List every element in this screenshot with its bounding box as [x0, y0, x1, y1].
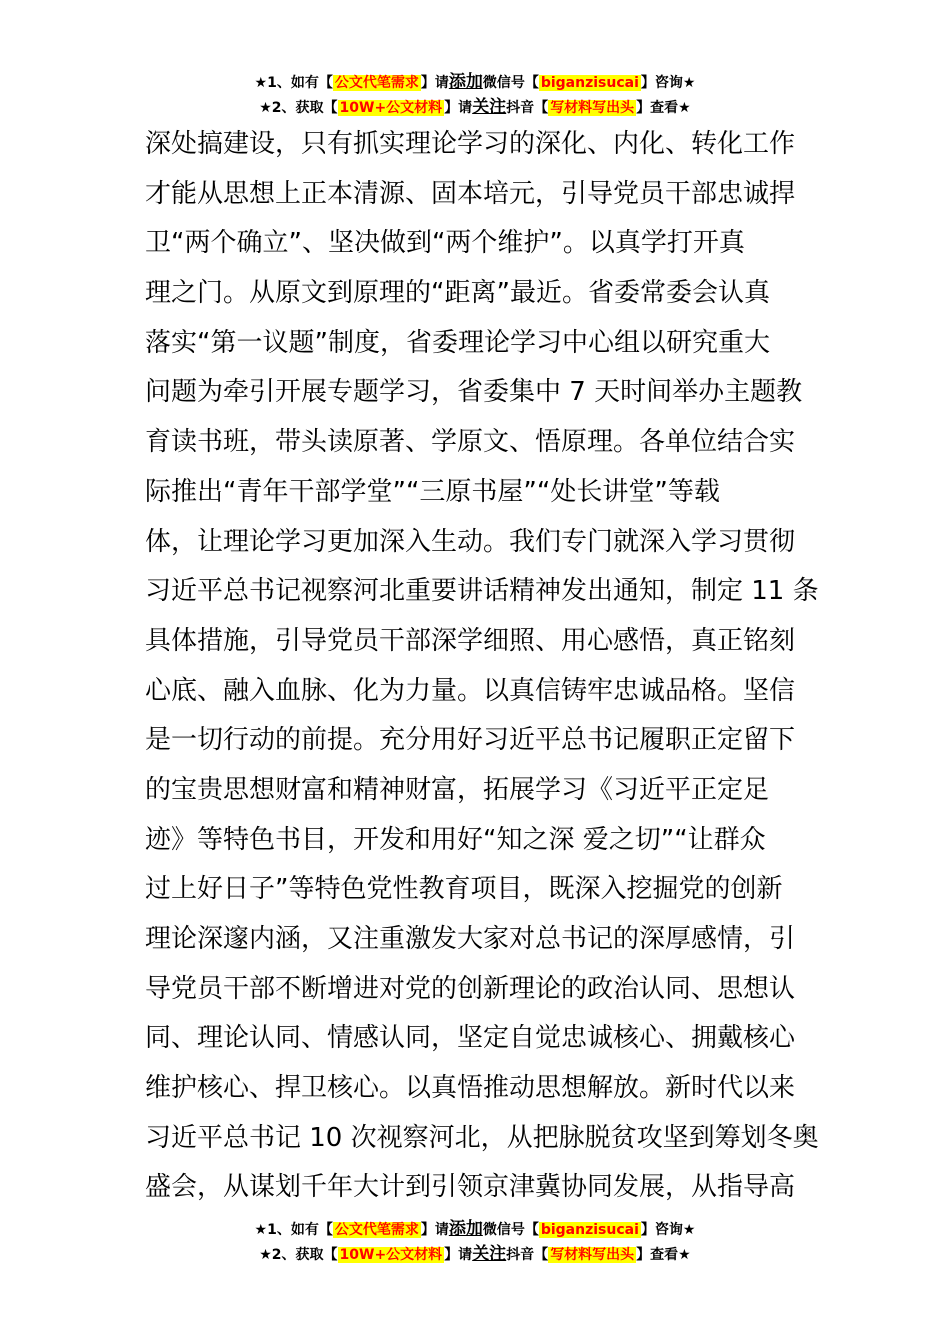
body-paragraph [145, 120, 819, 1213]
highlight-douyin-account: 写材料写出头 [550, 1247, 635, 1263]
highlight-materials: 10W+公文材料 [339, 1247, 443, 1263]
banner-line-1 [0, 1217, 950, 1242]
text-line: 体，让理论学习更加深入生动。我们专门就深入学习贯彻 [145, 526, 796, 557]
banner-text: 抖音【 [506, 100, 549, 116]
highlight-wechat-id: biganzisucai [540, 1222, 639, 1238]
text-line: 导党员干部不断增进对党的创新理论的政治认同、思想认 [145, 973, 796, 1004]
footer-banner [0, 1217, 950, 1267]
text-line: 具体措施，引导党员干部深学细照、用心感悟，真正铭刻 [145, 625, 796, 656]
banner-text: ★2、获取【 [259, 1247, 338, 1263]
highlight-service: 公文代笔需求 [334, 1222, 419, 1238]
banner-text: 抖音【 [506, 1247, 549, 1263]
banner-text: ★2、获取【 [259, 100, 338, 116]
text-line: 同、理论认同、情感认同，坚定自觉忠诚核心、拥戴核心 [145, 1023, 796, 1054]
highlight-douyin-account: 写材料写出头 [550, 100, 635, 116]
banner-text: ★1、如有【 [254, 75, 333, 91]
highlight-materials: 10W+公文材料 [339, 100, 443, 116]
text-line: 维护核心、捍卫核心。以真悟推动思想解放。新时代以来 [145, 1073, 796, 1104]
header-banner [0, 70, 950, 120]
text-line: 的宝贵思想财富和精神财富，拓展学习《习近平正定足 [145, 774, 770, 805]
text-line: 才能从思想上正本清源、固本培元，引导党员干部忠诚捍 [145, 178, 796, 209]
banner-text: 】咨询★ [640, 75, 696, 91]
text-line: 习近平总书记视察河北重要讲话精神发出通知，制定 11 条 [145, 576, 819, 607]
banner-line-2 [0, 1242, 950, 1267]
emphasis-text: 添加 [448, 72, 483, 92]
text-line: 问题为牵引开展专题学习，省委集中 7 天时间举办主题教 [145, 377, 803, 408]
banner-text: 】请 [420, 1222, 449, 1238]
banner-line-1 [0, 70, 950, 95]
emphasis-text: 关注 [472, 97, 507, 117]
emphasis-text: 添加 [448, 1219, 483, 1239]
text-line: 深处搞建设，只有抓实理论学习的深化、内化、转化工作 [145, 129, 796, 159]
text-line: 心底、融入血脉、化为力量。以真信铸牢忠诚品格。坚信 [145, 675, 796, 706]
text-line: 是一切行动的前提。充分用好习近平总书记履职正定留下 [145, 725, 796, 756]
banner-text: 微信号【 [482, 1222, 539, 1238]
banner-text: 】请 [444, 100, 473, 116]
text-line: 过上好日子”等特色党性教育项目，既深入挖掘党的创新 [145, 874, 783, 905]
text-line: 落实“第一议题”制度，省委理论学习中心组以研究重大 [145, 327, 770, 358]
banner-text: 】查看★ [636, 100, 691, 116]
emphasis-text: 关注 [472, 1244, 507, 1264]
text-line: 迹》等特色书目，开发和用好“知之深 爱之切”“让群众 [145, 824, 766, 855]
banner-line-2 [0, 95, 950, 120]
text-line: 理之门。从原文到原理的“距离”最近。省委常委会认真 [145, 278, 770, 309]
banner-text: 】请 [444, 1247, 473, 1263]
text-line: 际推出“青年干部学堂”“三原书屋”“处长讲堂”等载 [145, 476, 720, 507]
text-line: 理论深邃内涵，又注重激发大家对总书记的深厚感情，引 [145, 924, 796, 954]
highlight-service: 公文代笔需求 [334, 75, 419, 91]
text-line: 习近平总书记 10 次视察河北，从把脉脱贫攻坚到筹划冬奥 [145, 1122, 819, 1153]
banner-text: 微信号【 [482, 75, 539, 91]
text-line: 卫“两个确立”、坚决做到“两个维护”。以真学打开真 [145, 228, 745, 259]
banner-text: ★1、如有【 [254, 1222, 333, 1238]
banner-text: 】查看★ [636, 1247, 691, 1263]
text-line: 育读书班，带头读原著、学原文、悟原理。各单位结合实 [145, 427, 796, 458]
highlight-wechat-id: biganzisucai [540, 75, 639, 91]
banner-text: 】请 [420, 75, 449, 91]
text-line: 盛会，从谋划千年大计到引领京津冀协同发展，从指导高 [145, 1172, 796, 1203]
banner-text: 】咨询★ [640, 1222, 696, 1238]
